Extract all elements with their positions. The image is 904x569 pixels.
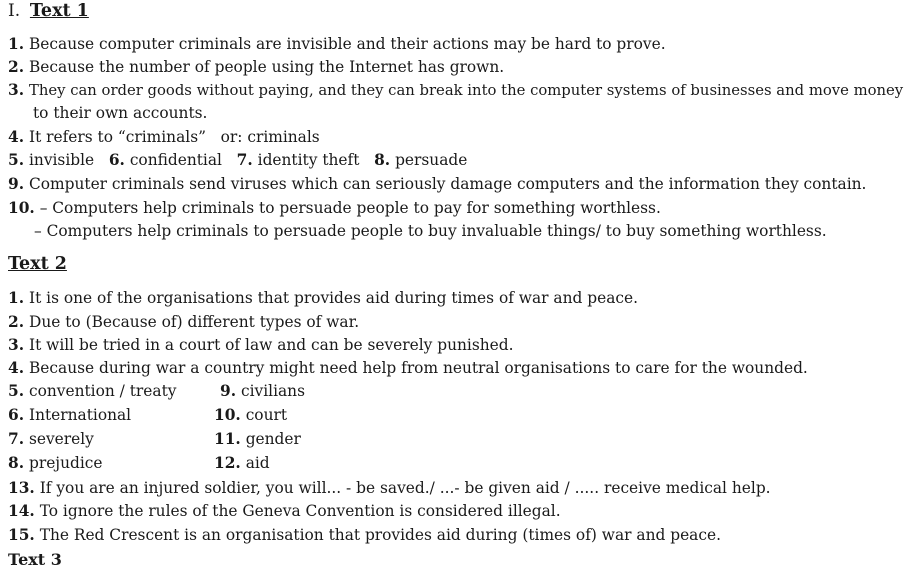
answer-number: 8. xyxy=(8,454,25,472)
answer-text: civilians xyxy=(240,382,305,400)
text1-answer-1 xyxy=(8,34,666,54)
text2-answer-6 xyxy=(8,405,131,425)
text1-answer-3-continuation: to their own accounts. xyxy=(33,104,208,122)
text1-answer-10-continuation: – Computers help criminals to persuade people to buy invaluable things/ to buy something worthless. xyxy=(34,222,827,240)
text2-answer-10 xyxy=(214,405,287,425)
answer-text: Because computer criminals are invisible and their actions may be hard to prove. xyxy=(28,35,666,53)
answer-number: 7. xyxy=(236,151,253,169)
text2-answer-1 xyxy=(8,288,638,308)
answer-number: 8. xyxy=(374,151,391,169)
answer-number: 4. xyxy=(8,128,25,146)
text1-answer-3 xyxy=(8,80,904,101)
answer-number: 2. xyxy=(8,58,25,76)
text2-answer-3 xyxy=(8,335,514,355)
text1-answer-9 xyxy=(8,174,866,194)
answer-text: convention / treaty xyxy=(28,382,177,400)
answer-text: identity theft xyxy=(257,151,360,169)
answer-number: 15. xyxy=(8,526,35,544)
answer-text: court xyxy=(245,406,288,424)
text2-heading-line xyxy=(8,254,67,274)
answer-text: International xyxy=(28,406,132,424)
text2-answer-5 xyxy=(8,381,176,401)
answer-number: 12. xyxy=(214,454,241,472)
answer-text: Due to (Because of) different types of war. xyxy=(28,313,360,331)
text2-answer-9 xyxy=(220,381,305,401)
text2-heading: Text 2 xyxy=(8,254,67,274)
text1-answer-10 xyxy=(8,198,661,218)
text2-answer-14 xyxy=(8,501,561,521)
text2-answer-8 xyxy=(8,453,103,473)
text3-heading-cutoff: Text 3 xyxy=(8,550,62,569)
answer-text: – Computers help criminals to persuade people to pay for something worthless. xyxy=(39,199,661,217)
answer-number: 1. xyxy=(8,35,25,53)
answer-number: 9. xyxy=(8,175,25,193)
answer-text: confidential xyxy=(129,151,222,169)
text2-answer-11 xyxy=(214,429,301,449)
text2-answer-2 xyxy=(8,312,359,332)
answer-text: It is one of the organisations that provides aid during times of war and peace. xyxy=(28,289,638,307)
answer-text: gender xyxy=(245,430,301,448)
text1-answer-4 xyxy=(8,127,320,147)
answer-text: They can order goods without paying, and they can break into the computer systems of businesses and move money xyxy=(28,82,904,99)
text2-answer-15 xyxy=(8,525,721,545)
answer-text: If you are an injured soldier, you will... - be saved./ ...- be given aid / ..... receive medical help. xyxy=(39,479,771,497)
answer-text: The Red Crescent is an organisation that provides aid during (times of) war and peace. xyxy=(39,526,721,544)
answer-number: 1. xyxy=(8,289,25,307)
text1-answer-2 xyxy=(8,57,504,77)
answer-number: 5. xyxy=(8,382,25,400)
text1-heading-line xyxy=(8,1,89,21)
answer-text: Because during war a country might need help from neutral organisations to care for the wounded. xyxy=(28,359,808,377)
answer-number: 14. xyxy=(8,502,35,520)
answer-text: prejudice xyxy=(28,454,103,472)
answer-text: aid xyxy=(245,454,270,472)
text1-answers-5-8 xyxy=(8,150,467,170)
answer-text: To ignore the rules of the Geneva Convention is considered illegal. xyxy=(39,502,561,520)
answer-number: 13. xyxy=(8,479,35,497)
answer-text: severely xyxy=(28,430,94,448)
answer-number: 3. xyxy=(8,81,25,99)
text2-answer-4 xyxy=(8,358,808,378)
answer-number: 3. xyxy=(8,336,25,354)
answer-number: 7. xyxy=(8,430,25,448)
answer-text: invisible xyxy=(28,151,95,169)
answer-number: 4. xyxy=(8,359,25,377)
answer-text: Computer criminals send viruses which can seriously damage computers and the information they contain. xyxy=(28,175,867,193)
text2-answer-12 xyxy=(214,453,270,473)
text2-answer-13 xyxy=(8,478,771,498)
answer-number: 11. xyxy=(214,430,241,448)
answer-number: 6. xyxy=(108,151,125,169)
text1-heading: Text 1 xyxy=(29,1,89,21)
answer-text: persuade xyxy=(395,151,468,169)
answer-text: It will be tried in a court of law and can be severely punished. xyxy=(28,336,514,354)
answer-text: It refers to “criminals” or: criminals xyxy=(28,128,320,146)
answer-number: 5. xyxy=(8,151,25,169)
answer-number: 2. xyxy=(8,313,25,331)
text1-roman-numeral: I. xyxy=(8,1,21,21)
answer-number: 10. xyxy=(214,406,241,424)
answer-number: 10. xyxy=(8,199,35,217)
answer-number: 9. xyxy=(220,382,237,400)
answer-text: Because the number of people using the Internet has grown. xyxy=(28,58,505,76)
text2-answer-7 xyxy=(8,429,94,449)
answer-number: 6. xyxy=(8,406,25,424)
